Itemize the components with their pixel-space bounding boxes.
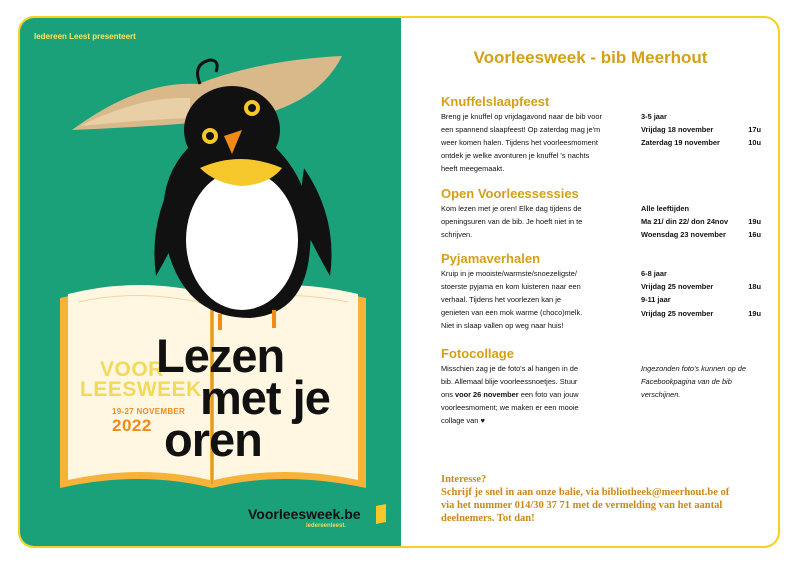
schedule-open-voorleessessies: [641, 202, 761, 242]
text-line: schrijven.: [441, 230, 473, 239]
text-line: Facebookpagina van de bib: [641, 377, 732, 386]
leesweek-label: LEESWEEK: [80, 378, 202, 401]
text-line: ons voor 26 november een foto van jouw: [441, 390, 579, 399]
text-line: een spannend slaapfeest! Op zaterdag mag je'm: [441, 125, 601, 134]
section-title-knuffelslaapfeest: Knuffelslaapfeest: [441, 94, 550, 109]
schedule-row: Vrijdag 18 november 17u: [641, 125, 761, 135]
interest-line: Schrijf je snel in aan onze balie, via bibliotheek@meerhout.be of: [441, 487, 730, 498]
section-title-fotocollage: Fotocollage: [441, 346, 514, 361]
headline-line-3: oren: [164, 413, 262, 466]
website-sub-label: iedereenleest.: [306, 523, 347, 529]
schedule-row: Alle leeftijden: [641, 204, 690, 213]
text-line: openingsuren van de bib. Je hoeft niet in te: [441, 217, 583, 226]
text-line: Ingezonden foto's kunnen op de: [641, 364, 746, 373]
year-label: 2022: [112, 416, 152, 435]
fotocollage-note: [641, 362, 766, 401]
text-line: collage van ♥: [441, 416, 485, 425]
text-line: verschijnen.: [641, 390, 681, 399]
schedule-row: Vrijdag 25 november 18u: [641, 282, 761, 292]
dates-label: 19-27 NOVEMBER: [112, 407, 186, 416]
heart-icon: ♥: [480, 416, 485, 425]
text-line: verhaal. Tijdens het voorlezen kan je: [441, 295, 561, 304]
schedule-pyjamaverhalen: [641, 267, 761, 320]
schedule-row: Zaterdag 19 november 10u: [641, 138, 761, 148]
text-line: Kom lezen met je oren! Elke dag tijdens de: [441, 204, 582, 213]
section-text-open-voorleessessies: [441, 202, 631, 241]
website-label: Voorleesweek.be: [248, 506, 361, 522]
schedule-row: 3-5 jaar: [641, 112, 667, 121]
flyer-frame: [18, 16, 780, 548]
text-line: Misschien zag je de foto's al hangen in de: [441, 364, 578, 373]
text-line: voorleesmoment; we maken er een mooie: [441, 403, 579, 412]
interest-block: [441, 473, 771, 525]
interest-line: via het nummer 014/30 37 71 met de vermelding van het aantal: [441, 500, 723, 511]
presenter-text: Iedereen Leest presenteert: [34, 32, 136, 41]
section-text-knuffelslaapfeest: [441, 110, 631, 175]
text-line: ontdek je welke avonturen je knuffel 's nachts: [441, 151, 590, 160]
schedule-row: 6-8 jaar: [641, 269, 667, 278]
text-line: weer komen halen. Tijdens het voorleesmoment: [441, 138, 598, 147]
voor-label: VOOR: [100, 358, 164, 381]
section-text-pyjamaverhalen: [441, 267, 631, 332]
schedule-knuffelslaapfeest: [641, 110, 761, 150]
program-panel: [401, 18, 780, 546]
schedule-row: Woensdag 23 november 16u: [641, 230, 761, 240]
page-title: Voorleesweek - bib Meerhout: [473, 48, 708, 67]
interest-line: deelnemers. Tot dan!: [441, 513, 535, 524]
text-line: stoerste pyjama en kom luisteren naar een: [441, 282, 581, 291]
headline-line-1: Lezen: [156, 329, 285, 382]
poster-illustration: [20, 18, 401, 546]
text-line: Niet in slaap vallen op weg naar huis!: [441, 321, 564, 330]
section-title-open-voorleessessies: Open Voorleessessies: [441, 186, 579, 201]
book-logo-icon: [376, 504, 386, 524]
schedule-row: Ma 21/ din 22/ don 24nov 19u: [641, 217, 761, 227]
headline-line-2: met je: [200, 371, 330, 424]
schedule-row: 9-11 jaar: [641, 295, 671, 305]
schedule-row: Vrijdag 25 november 19u: [641, 308, 761, 318]
text-line: genieten van een mok warme (choco)melk.: [441, 308, 583, 317]
text-line: Breng je knuffel op vrijdagavond naar de bib voor: [441, 112, 602, 121]
poster-panel: [20, 18, 401, 546]
text-line: Kruip in je mooiste/warmste/snoezeligste/: [441, 269, 577, 278]
section-text-fotocollage: [441, 362, 631, 427]
text-line: heeft meegemaakt.: [441, 164, 505, 173]
text-line: bib. Allemaal blije voorleessnoetjes. Stuur: [441, 377, 578, 386]
section-title-pyjamaverhalen: Pyjamaverhalen: [441, 251, 541, 266]
interest-heading: Interesse?: [441, 474, 487, 485]
